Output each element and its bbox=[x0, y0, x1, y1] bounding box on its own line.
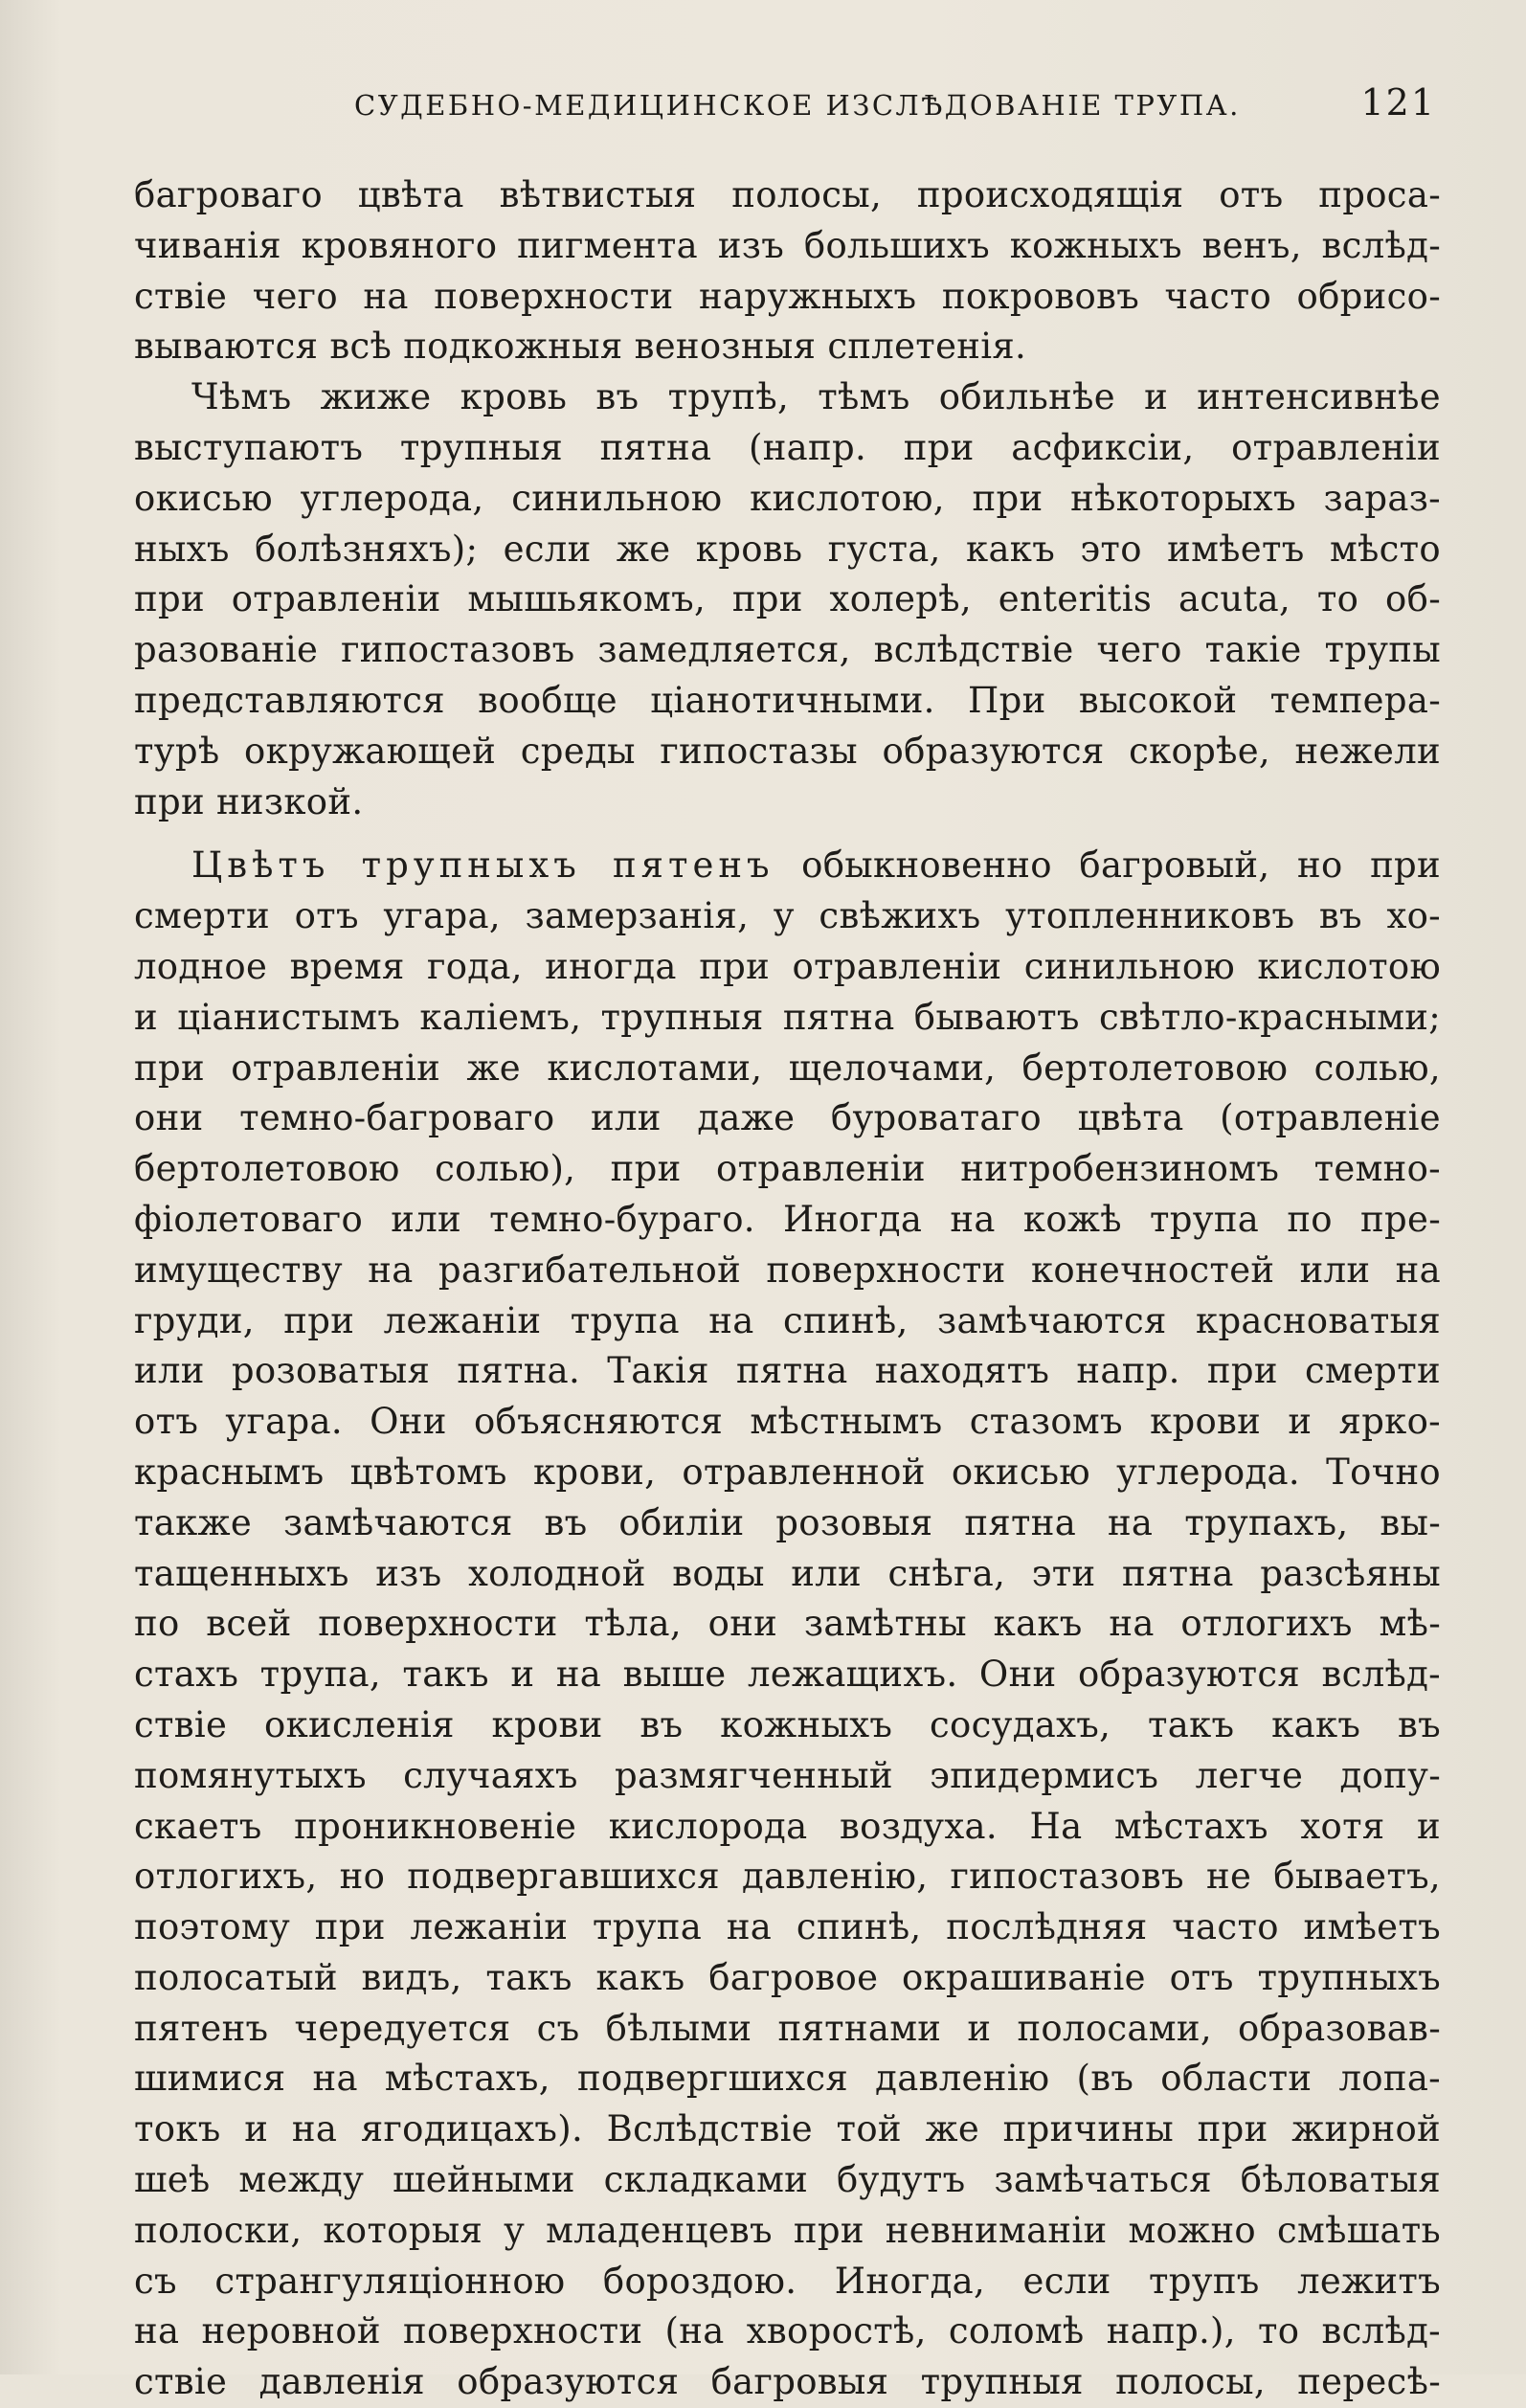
text-line: турѣ окружающей среды гипостазы образуются скорѣе, нежели bbox=[134, 730, 1441, 772]
text-line: имуществу на разгибательной поверхности конечностей или на bbox=[134, 1249, 1441, 1291]
text-line: лодное время года, иногда при отравленіи синильною кислотою bbox=[134, 945, 1441, 987]
text-line: представляются вообще ціанотичными. При высокой темпера- bbox=[134, 679, 1441, 721]
text-line: они темно-багроваго или даже буроватаго цвѣта (отравленіе bbox=[134, 1097, 1441, 1139]
paragraph bbox=[134, 841, 1441, 2408]
text-line: вываются всѣ подкожныя венозныя сплетенія. bbox=[134, 326, 1027, 368]
text-line: багроваго цвѣта вѣтвистыя полосы, происходящія отъ проса- bbox=[134, 174, 1441, 215]
text-line: краснымъ цвѣтомъ крови, отравленной окисью углерода. Точно bbox=[134, 1451, 1441, 1493]
text-line: при отравленіи мышьякомъ, при холерѣ, enteritis acuta, то об- bbox=[134, 578, 1441, 620]
paragraph-spacer bbox=[134, 827, 1441, 841]
text-line: ствіе окисленія крови въ кожныхъ сосудахъ, такъ какъ въ bbox=[134, 1703, 1441, 1745]
text-line: помянутыхъ случаяхъ размягченный эпидермисъ легче допу- bbox=[134, 1754, 1441, 1796]
text-line: пятенъ чередуется съ бѣлыми пятнами и полосами, образовав- bbox=[134, 2007, 1441, 2049]
text-line: по всей поверхности тѣла, они замѣтны какъ на отлогихъ мѣ- bbox=[134, 1603, 1441, 1645]
text-line: стахъ трупа, такъ и на выше лежащихъ. Они образуются вслѣд- bbox=[134, 1654, 1441, 1696]
text-line: токъ и на ягодицахъ). Вслѣдствіе той же причины при жирной bbox=[134, 2108, 1441, 2150]
text-line: окисью углерода, синильною кислотою, при нѣкоторыхъ зараз- bbox=[134, 477, 1441, 519]
text-line: разованіе гипостазовъ замедляется, вслѣдствіе чего такіе трупы bbox=[134, 629, 1441, 671]
running-head: СУДЕБНО-МЕДИЦИНСКОЕ ИЗСЛѢДОВАНІЕ ТРУПА. bbox=[354, 89, 1241, 122]
text-line: чиванія кровяного пигмента изъ большихъ кожныхъ венъ, вслѣд- bbox=[134, 224, 1441, 266]
text-line: полосатый видъ, такъ какъ багровое окрашиваніе отъ трупныхъ bbox=[134, 1956, 1441, 1998]
text-line: ствіе чего на поверхности наружныхъ покрововъ часто обрисо- bbox=[134, 275, 1441, 317]
text-line: выступаютъ трупныя пятна (напр. при асфиксіи, отравленіи bbox=[134, 426, 1441, 468]
page-header bbox=[354, 81, 1436, 129]
text-line: скаетъ проникновеніе кислорода воздуха. На мѣстахъ хотя и bbox=[134, 1805, 1441, 1847]
text-line: Чѣмъ жиже кровь въ трупѣ, тѣмъ обильнѣе и интенсивнѣе bbox=[191, 376, 1441, 418]
text-line: фіолетоваго или темно-бураго. Иногда на кожѣ трупа по пре- bbox=[134, 1198, 1441, 1240]
spaced-lead-term: Цвѣтъ трупныхъ пятенъ bbox=[191, 844, 774, 887]
text-line: ныхъ болѣзняхъ); если же кровь густа, какъ это имѣетъ мѣсто bbox=[134, 528, 1441, 570]
body-text bbox=[134, 170, 1441, 2408]
text-line: и ціанистымъ каліемъ, трупныя пятна бываютъ свѣтло-красными; bbox=[134, 996, 1441, 1038]
text-line-rest: обыкновенно багровый, но при bbox=[774, 844, 1441, 887]
paragraph bbox=[134, 170, 1441, 372]
text-line: ствіе давленія образуются багровыя трупныя полосы, пересѣ- bbox=[134, 2361, 1441, 2403]
text-line: бертолетовою солью), при отравленіи нитробензиномъ темно- bbox=[134, 1148, 1441, 1190]
text-line: смерти отъ угара, замерзанія, у свѣжихъ утопленниковъ въ хо- bbox=[134, 895, 1441, 937]
text-line: отъ угара. Они объясняются мѣстнымъ стазомъ крови и ярко- bbox=[134, 1401, 1441, 1443]
text-line: шеѣ между шейными складками будутъ замѣчаться бѣловатыя bbox=[134, 2159, 1441, 2201]
text-line: при отравленіи же кислотами, щелочами, бертолетовою солью, bbox=[134, 1046, 1441, 1089]
text-line: полоски, которыя у младенцевъ при невниманіи можно смѣшать bbox=[134, 2209, 1441, 2251]
text-line: на неровной поверхности (на хворостѣ, соломѣ напр.), то вслѣд- bbox=[134, 2310, 1441, 2352]
text-line: тащенныхъ изъ холодной воды или снѣга, эти пятна разсѣяны bbox=[134, 1552, 1441, 1594]
text-line: при низкой. bbox=[134, 780, 364, 822]
text-line: поэтому при лежаніи трупа на спинѣ, послѣдняя часто имѣетъ bbox=[134, 1906, 1441, 1948]
text-line: шимися на мѣстахъ, подвергшихся давленію (въ области лопа- bbox=[134, 2058, 1441, 2100]
text-line: также замѣчаются въ обиліи розовыя пятна на трупахъ, вы- bbox=[134, 1501, 1441, 1543]
text-line: съ странгуляціонною бороздою. Иногда, если трупъ лежитъ bbox=[134, 2260, 1441, 2302]
text-line: груди, при лежаніи трупа на спинѣ, замѣчаются красноватыя bbox=[134, 1299, 1441, 1341]
page-number: 121 bbox=[1360, 81, 1436, 124]
paragraph bbox=[134, 372, 1441, 827]
text-line: или розоватыя пятна. Такія пятна находятъ напр. при смерти bbox=[134, 1350, 1441, 1392]
text-line bbox=[134, 841, 1441, 891]
text-line: отлогихъ, но подвергавшихся давленію, гипостазовъ не бываетъ, bbox=[134, 1856, 1441, 1898]
